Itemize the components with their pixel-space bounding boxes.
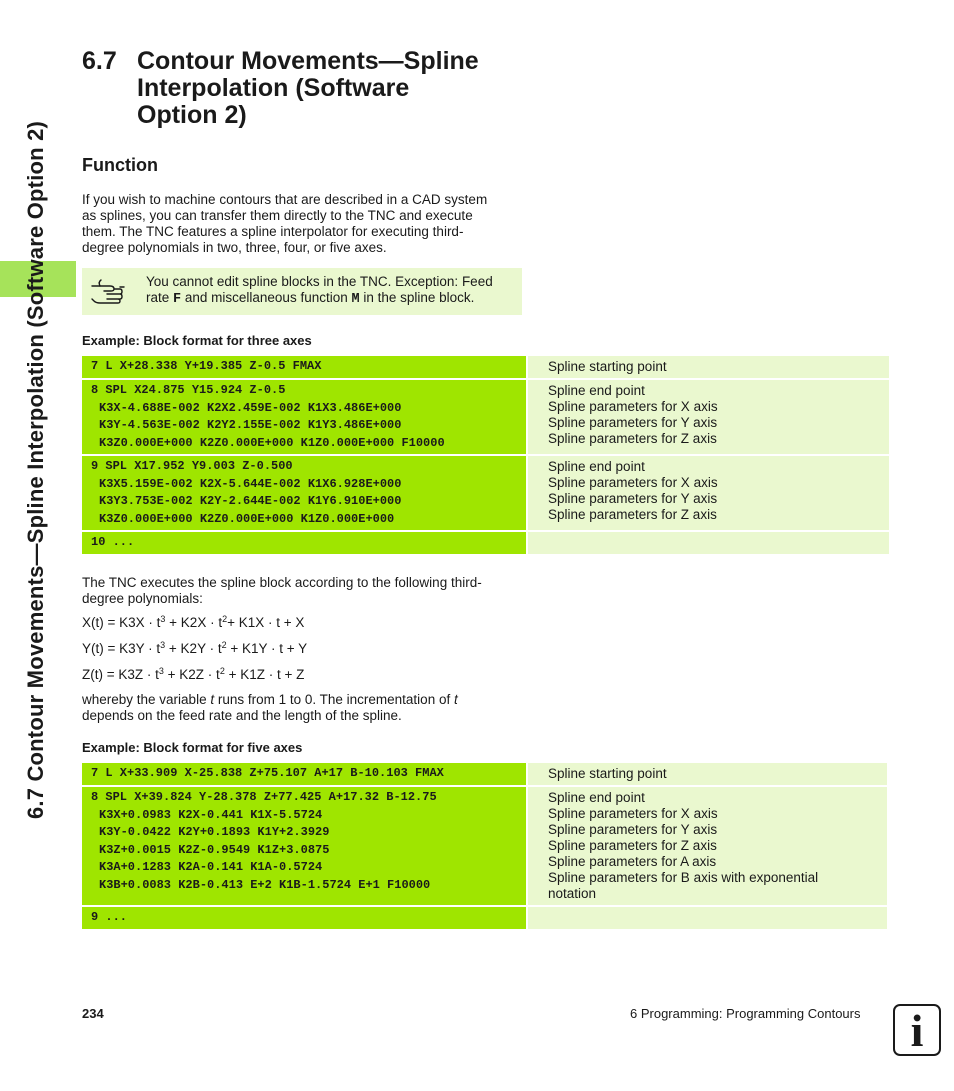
feed-rate-code: F	[173, 292, 182, 307]
table-row	[82, 532, 889, 554]
description-cell	[528, 532, 889, 554]
description-cell: Spline end point Spline parameters for X axis Spline parameters for Y axis Spline parameters for Z axis Spline parameters for A axis Spline parameters for B axis with exponential notation	[528, 787, 887, 905]
code-cell: 10 ...	[82, 532, 526, 554]
chapter-footer: 6 Programming: Programming Contours	[630, 1006, 861, 1021]
heading-line-1: Contour Movements—Spline	[137, 47, 479, 75]
table-row	[82, 787, 887, 905]
note-box	[82, 268, 522, 315]
intro-paragraph: If you wish to machine contours that are described in a CAD system as splines, you can transfer them directly to the TNC and execute them. The TNC features a spline interpolator for executing third- degree polynomials in two, three, four, or five axes.	[82, 192, 488, 255]
description-cell	[528, 907, 887, 929]
page-number: 234	[82, 1006, 104, 1021]
variable-explanation: whereby the variable t runs from 1 to 0. The incrementation of t depends on the feed rate and the length of the spline.	[82, 692, 458, 723]
info-icon: i	[893, 1004, 941, 1056]
section-number: 6.7	[82, 47, 117, 75]
formula-y: $Y(t) = K3Y \cdot t^3 + K2Y \cdot t^2 + K1Y \cdot t + Y$	[82, 640, 308, 656]
table-row	[82, 763, 887, 785]
polynomial-intro: The TNC executes the spline block according to the following third- degree polynomials:	[82, 575, 482, 606]
code-cell: 8 SPL X+39.824 Y-28.378 Z+77.425 A+17.32 B-12.75 K3X+0.0983 K2X-0.441 K1X-5.5724 K3Y-0.0422 K2Y+0.1893 K1Y+2.3929 K3Z+0.0015 K2Z-0.9549 K1Z+3.0875 K3A+0.1283 K2A-0.141 K1A-0.5724 K3B+0.0083 K2B-0.413 E+2 K1B-1.5724 E+1 F10000	[82, 787, 526, 905]
table-row	[82, 456, 889, 530]
code-cell: 9 ...	[82, 907, 526, 929]
example1-heading: Example: Block format for three axes	[82, 333, 312, 348]
note-text: You cannot edit spline blocks in the TNC. Exception: Feed rate F and miscellaneous function M in the spline block.	[146, 274, 493, 307]
section-heading	[82, 48, 542, 129]
code-cell: 9 SPL X17.952 Y9.003 Z-0.500 K3X5.159E-002 K2X-5.644E-002 K1X6.928E+000 K3Y3.753E-002 K2Y-2.644E-002 K1Y6.910E+000 K3Z0.000E+000 K2Z0.000E+000 K1Z0.000E+000	[82, 456, 526, 530]
function-subheading: Function	[82, 155, 158, 175]
description-cell: Spline starting point	[528, 356, 889, 378]
code-cell: 8 SPL X24.875 Y15.924 Z-0.5 K3X-4.688E-002 K2X2.459E-002 K1X3.486E+000 K3Y-4.563E-002 K2Y2.155E-002 K1Y3.486E+000 K3Z0.000E+000 K2Z0.000E+000 K1Z0.000E+000 F10000	[82, 380, 526, 454]
description-cell: Spline end point Spline parameters for X axis Spline parameters for Y axis Spline parameters for Z axis	[528, 456, 889, 530]
table-row	[82, 356, 889, 378]
code-cell: 7 L X+28.338 Y+19.385 Z-0.5 FMAX	[82, 356, 526, 378]
table-row	[82, 380, 889, 454]
example2-table	[82, 763, 887, 931]
description-cell: Spline starting point	[528, 763, 887, 785]
code-cell: 7 L X+33.909 X-25.838 Z+75.107 A+17 B-10.103 FMAX	[82, 763, 526, 785]
sidebar-section-title	[0, 0, 72, 1091]
table-row	[82, 907, 887, 929]
example2-heading: Example: Block format for five axes	[82, 740, 303, 755]
misc-function-code: M	[351, 292, 360, 307]
formula-z: $Z(t) = K3Z \cdot t^3 + K2Z \cdot t^2 + K1Z \cdot t + Z$	[82, 666, 305, 682]
description-cell: Spline end point Spline parameters for X axis Spline parameters for Y axis Spline parameters for Z axis	[528, 380, 889, 454]
heading-line-3: Option 2)	[137, 101, 247, 129]
example1-table	[82, 356, 889, 556]
heading-line-2: Interpolation (Software	[137, 74, 410, 102]
sidebar-title-text: 6.7 Contour Movements—Spline Interpolation (Software Option 2)	[23, 120, 48, 820]
pointing-hand-icon	[90, 276, 126, 304]
formula-x: $X(t) = K3X \cdot t^3 + K2X \cdot t^2+ K1X \cdot t + X$	[82, 614, 305, 630]
